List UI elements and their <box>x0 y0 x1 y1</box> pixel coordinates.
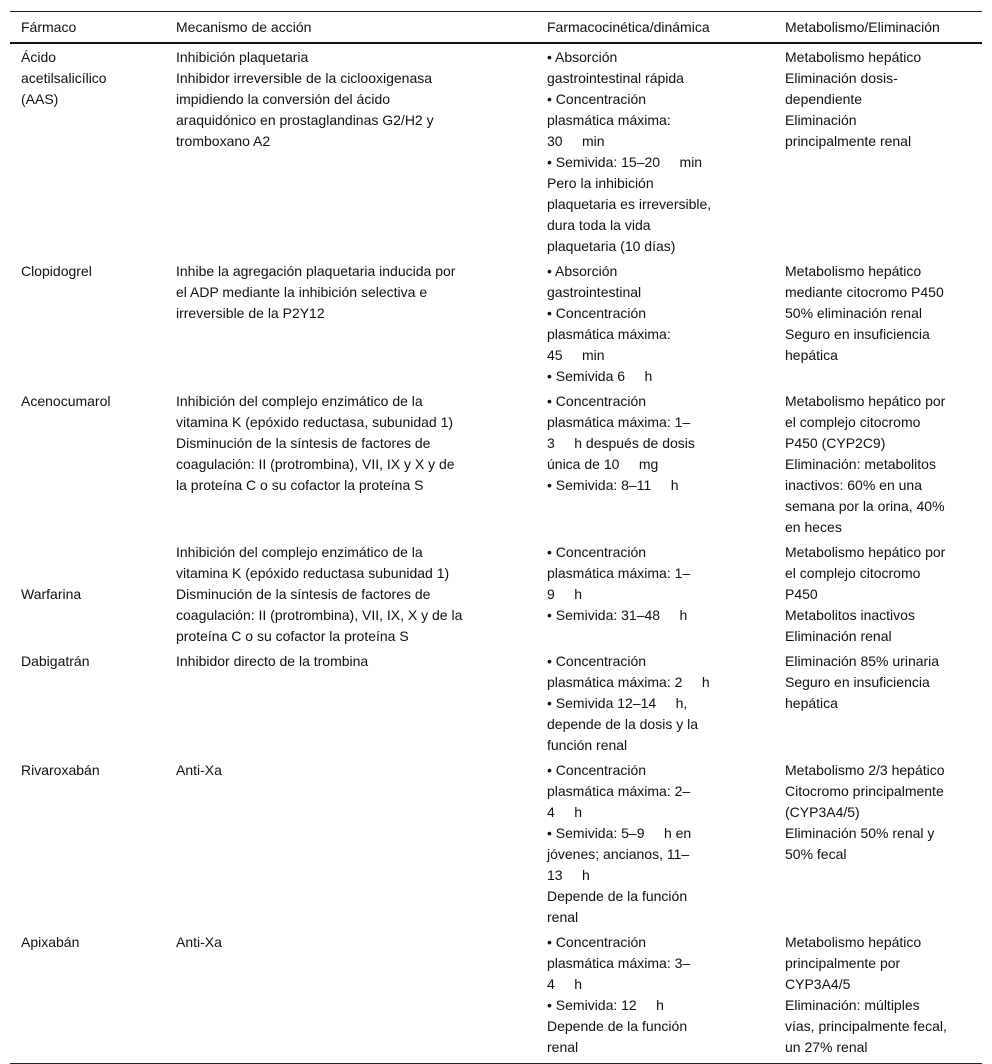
mechanism-cell: Inhibición plaquetaria Inhibidor irreversible de la ciclooxigenasa impidiendo la conversión del ácido araquidónico en prostaglandinas G2/H2 y tromboxano A2 <box>176 49 434 149</box>
drug-cell: Apixabán <box>10 929 165 1064</box>
header-mechanism: Mecanismo de acción <box>165 12 536 44</box>
drug-cell: Warfarina <box>21 586 82 602</box>
mechanism-cell: Anti-Xa <box>165 929 536 1064</box>
mechanism-cell: Inhibidor directo de la trombina <box>176 653 369 669</box>
header-row <box>10 12 982 44</box>
mechanism-cell: Inhibición del complejo enzimático de la vitamina K (epóxido reductasa subunidad 1) Disminución de la síntesis de factores de coagulación: II (protrombina), VII, IX, X y de la proteína C o su cofactor la proteína S <box>176 544 463 644</box>
mechanism-cell: Inhibe la agregación plaquetaria inducida por el ADP mediante la inhibición selectiva e irreversible de la P2Y12 <box>176 263 456 321</box>
drug-cell: Dabigatrán <box>21 653 90 669</box>
table-row <box>10 388 982 539</box>
drug-cell: Acenocumarol <box>21 393 111 409</box>
mechanism-cell: Anti-Xa <box>176 762 222 778</box>
header-drug: Fármaco <box>10 12 165 44</box>
pharmacokinetics-cell: • Absorción gastrointestinal rápida • Concentración plasmática máxima: 30 min • Semivida: 15–20 min Pero la inhibición plaquetaria es irreversible, dura toda la vida plaquetaria (10 días) <box>547 49 712 254</box>
table-row <box>10 929 982 1064</box>
table-row <box>10 757 982 929</box>
drug-comparison-table <box>10 11 982 1064</box>
metabolism-cell: Metabolismo 2/3 hepático Citocromo principalmente (CYP3A4/5) Eliminación 50% renal y 50% fecal <box>785 762 945 862</box>
metabolism-cell: Metabolismo hepático por el complejo citocromo P450 Metabolitos inactivos Eliminación renal <box>785 544 946 644</box>
pharmacokinetics-cell: • Concentración plasmática máxima: 2 h • Semivida 12–14 h, depende de la dosis y la función renal <box>547 653 710 753</box>
drug-cell: Rivaroxabán <box>21 762 100 778</box>
header-pharmacokinetics: Farmacocinética/dinámica <box>536 12 774 44</box>
table-row <box>10 43 982 258</box>
table-row <box>10 539 982 648</box>
metabolism-cell: Metabolismo hepático por el complejo citocromo P450 (CYP2C9) Eliminación: metabolitos inactivos: 60% en una semana por la orina, 40% en heces <box>785 393 946 535</box>
pharmacokinetics-cell: • Concentración plasmática máxima: 2– 4 h • Semivida: 5–9 h en jóvenes; ancianos, 11– 13 h Depende de la función renal <box>547 762 692 925</box>
pharmacokinetics-cell: • Concentración plasmática máxima: 1– 3 h después de dosis única de 10 mg • Semivida: 8–11 h <box>547 393 695 493</box>
drug-cell: Ácido acetilsalicílico (AAS) <box>21 49 107 107</box>
table-row <box>10 258 982 388</box>
drug-cell: Clopidogrel <box>21 263 92 279</box>
mechanism-cell: Inhibición del complejo enzimático de la vitamina K (epóxido reductasa, subunidad 1) Disminución de la síntesis de factores de coagulación: II (protrombina), VII, IX y X y de la proteína C o su cofactor la proteína S <box>176 393 455 493</box>
metabolism-cell: Eliminación 85% urinaria Seguro en insuficiencia hepática <box>785 653 940 711</box>
pharmacokinetics-cell: • Absorción gastrointestinal • Concentración plasmática máxima: 45 min • Semivida 6 h <box>547 263 671 384</box>
header-metabolism: Metabolismo/Eliminación <box>774 12 982 44</box>
pharmacokinetics-cell: • Concentración plasmática máxima: 3– 4 h • Semivida: 12 h Depende de la función renal <box>536 929 774 1064</box>
metabolism-cell: Metabolismo hepático Eliminación dosis- dependiente Eliminación principalmente renal <box>785 49 922 149</box>
pharmacokinetics-cell: • Concentración plasmática máxima: 1– 9 h • Semivida: 31–48 h <box>547 544 691 623</box>
metabolism-cell: Metabolismo hepático principalmente por CYP3A4/5 Eliminación: múltiples vías, principalmente fecal, un 27% renal <box>774 929 982 1064</box>
table-row <box>10 648 982 757</box>
metabolism-cell: Metabolismo hepático mediante citocromo P450 50% eliminación renal Seguro en insuficiencia hepática <box>785 263 944 363</box>
